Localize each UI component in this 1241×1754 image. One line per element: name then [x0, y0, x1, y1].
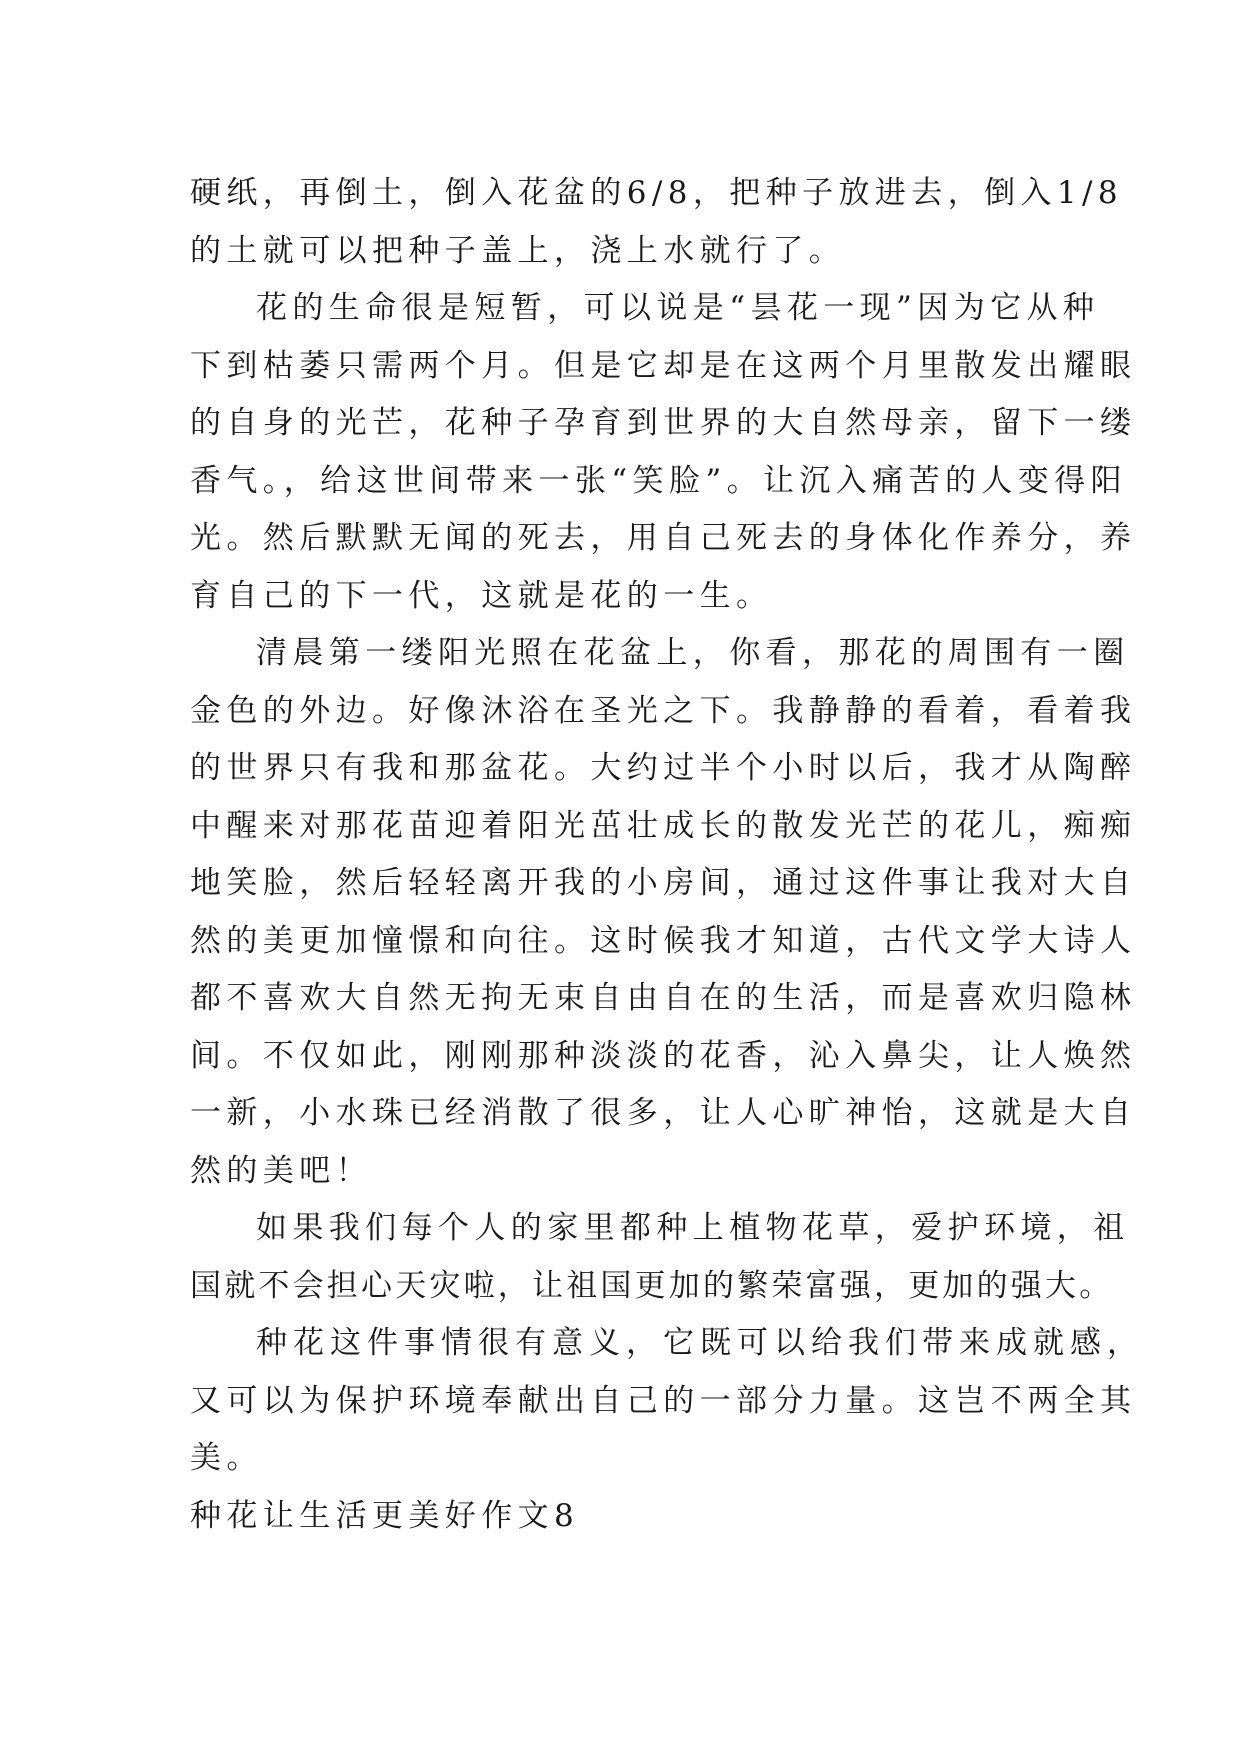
text-line: 金色的外边。好像沐浴在圣光之下。我静静的看着，看着我	[190, 692, 1137, 729]
text-line: 如果我们每个人的家里都种上植物花草，爱护环境，祖	[256, 1210, 1130, 1246]
text-line: 育自己的下一代，这就是花的一生。	[190, 577, 773, 614]
paragraph-flower-life	[190, 280, 1137, 625]
paragraph-planting-steps	[190, 165, 1123, 280]
text-line: 硬纸，再倒土，倒入花盆的6/8，把种子放进去，倒入1/8	[190, 175, 1123, 211]
text-line: 又可以为保护环境奉献出自己的一部分力量。这岂不两全其	[190, 1382, 1137, 1419]
text-line: 一新，小水珠已经消散了很多，让人心旷神怡，这就是大自	[190, 1095, 1137, 1131]
text-line: 然的美吧！	[190, 1152, 372, 1189]
text-line: 种花这件事情很有意义，它既可以给我们带来成就感，	[256, 1325, 1144, 1361]
paragraph-meaning	[190, 1315, 1144, 1488]
text-line: 下到枯萎只需两个月。但是它却是在这两个月里散发出耀眼	[190, 347, 1137, 384]
text-line: 的世界只有我和那盆花。大约过半个小时以后，我才从陶醉	[190, 750, 1137, 786]
text-line: 都不喜欢大自然无拘无束自由自在的生活，而是喜欢归隐林	[190, 980, 1137, 1016]
text-line: 国就不会担心天灾啦，让祖国更加的繁荣富强，更加的强大。	[190, 1267, 1114, 1304]
essay-heading: 种花让生活更美好作文8	[190, 1497, 580, 1534]
text-line: 地笑脸，然后轻轻离开我的小房间，通过这件事让我对大自	[190, 865, 1137, 901]
text-line: 然的美更加憧憬和向往。这时候我才知道，古代文学大诗人	[190, 922, 1137, 959]
text-line: 的自身的光芒，花种子孕育到世界的大自然母亲，留下一缕	[190, 405, 1137, 441]
text-line: 香气。，给这世间带来一张“笑脸”。让沉入痛苦的人变得阳	[190, 462, 1127, 499]
paragraph-environment	[190, 1200, 1130, 1315]
text-line: 花的生命很是短暂，可以说是“昙花一现”因为它从种	[256, 290, 1100, 326]
text-line: 光。然后默默无闻的死去，用自己死去的身体化作养分，养	[190, 520, 1137, 556]
document-page	[190, 165, 1144, 1545]
text-line: 中醒来对那花苗迎着阳光茁壮成长的散发光芒的花儿，痴痴	[190, 807, 1137, 844]
text-line: 美。	[190, 1440, 263, 1476]
text-line: 清晨第一缕阳光照在花盆上，你看，那花的周围有一圈	[256, 635, 1130, 671]
text-line: 的土就可以把种子盖上，浇上水就行了。	[190, 232, 846, 269]
paragraph-morning-sunlight	[190, 625, 1137, 1200]
text-line: 间。不仅如此，刚刚那种淡淡的花香，沁入鼻尖，让人焕然	[190, 1037, 1137, 1074]
